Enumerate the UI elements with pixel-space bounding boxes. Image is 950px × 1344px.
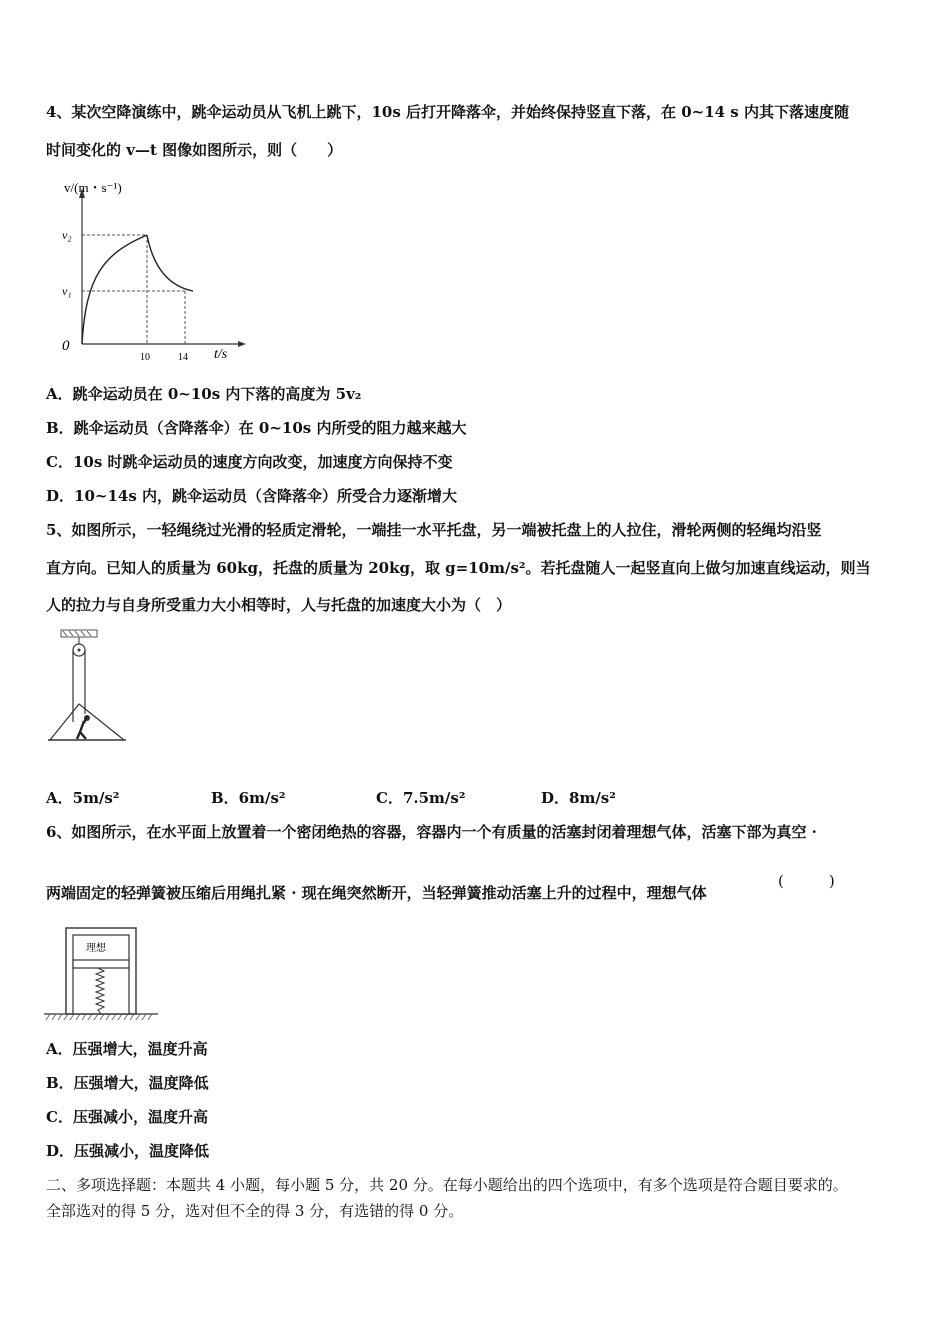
y-axis-label: v/(m・s⁻¹): [64, 180, 122, 195]
t10-label: 10: [140, 352, 150, 363]
q5-stem-line1: 5、如图所示，一轻绳绕过光滑的轻质定滑轮，一端挂一水平托盘，另一端被托盘上的人拉住，滑轮两侧的轻绳均沿竖: [46, 521, 822, 539]
section2-heading-line1: 二、多项选择题：本题共 4 小题，每小题 5 分，共 20 分。在每小题给出的四个选项中，有多个选项是符合题目要求的。: [46, 1176, 848, 1194]
accel-curve: [82, 235, 147, 344]
q4-option-d: D．10~14s 内，跳伞运动员（含降落伞）所受合力逐渐增大: [46, 487, 457, 505]
q6-option-c: C．压强减小，温度升高: [46, 1108, 208, 1126]
gas-label: 理想: [86, 943, 106, 954]
q4-option-b: B．跳伞运动员（含降落伞）在 0~10s 内所受的阻力越来越大: [46, 419, 467, 437]
q5-stem-line3: 人的拉力与自身所受重力大小相等时，人与托盘的加速度大小为（ ）: [46, 596, 512, 614]
origin-label: 0: [62, 338, 70, 354]
q5-pulley-figure: [44, 628, 134, 748]
q5-stem-line2: 直方向。已知人的质量为 60kg，托盘的质量为 20kg，取 g=10m/s²。若托盘随人一起竖直向上做匀加速直线运动，则当: [46, 559, 871, 577]
person-body: [77, 716, 87, 739]
v2-label: v₂: [62, 228, 72, 242]
q6-stem-line1: 6、如图所示，在水平面上放置着一个密闭绝热的容器，容器内一个有质量的活塞封闭着理想气体，活塞下部为真空 ·: [46, 823, 817, 841]
q5-option-c: C．7.5m/s²: [376, 789, 466, 807]
decel-curve: [147, 235, 193, 291]
q6-answer-bracket: ( ): [778, 872, 835, 890]
q4-stem-line1: 4、某次空降演练中，跳伞运动员从飞机上跳下，10s 后打开降落伞，并始终保持竖直下落，在 0~14 s 内其下落速度随: [46, 103, 849, 121]
t14-label: 14: [178, 352, 188, 363]
q6-stem-line2: 两端固定的轻弹簧被压缩后用绳扎紧 · 现在绳突然断开，当轻弹簧推动活塞上升的过程中，理想气体: [46, 884, 707, 902]
q5-option-a: A．5m/s²: [46, 789, 120, 807]
tray-frame: [50, 704, 124, 740]
x-axis-label: t/s: [214, 347, 228, 362]
piston: [73, 960, 129, 968]
x-axis-arrow: [238, 341, 246, 347]
q6-option-d: D．压强减小，温度降低: [46, 1142, 210, 1160]
q6-option-b: B．压强增大，温度降低: [46, 1074, 209, 1092]
v1-label: v₁: [62, 284, 72, 298]
q4-vt-graph: [58, 176, 258, 366]
ground-hatch: [46, 1014, 152, 1020]
q5-option-d: D．8m/s²: [541, 789, 616, 807]
q6-container-figure: [42, 926, 162, 1026]
q6-option-a: A．压强增大，温度升高: [46, 1040, 208, 1058]
q4-option-a: A．跳伞运动员在 0~10s 内下落的高度为 5v₂: [46, 385, 362, 403]
q4-stem-line2: 时间变化的 v—t 图像如图所示，则（ ）: [46, 141, 343, 159]
q5-option-b: B．6m/s²: [211, 789, 286, 807]
q4-option-c: C．10s 时跳伞运动员的速度方向改变，加速度方向保持不变: [46, 453, 453, 471]
section2-heading-line2: 全部选对的得 5 分，选对但不全的得 3 分，有选错的得 0 分。: [46, 1202, 464, 1220]
